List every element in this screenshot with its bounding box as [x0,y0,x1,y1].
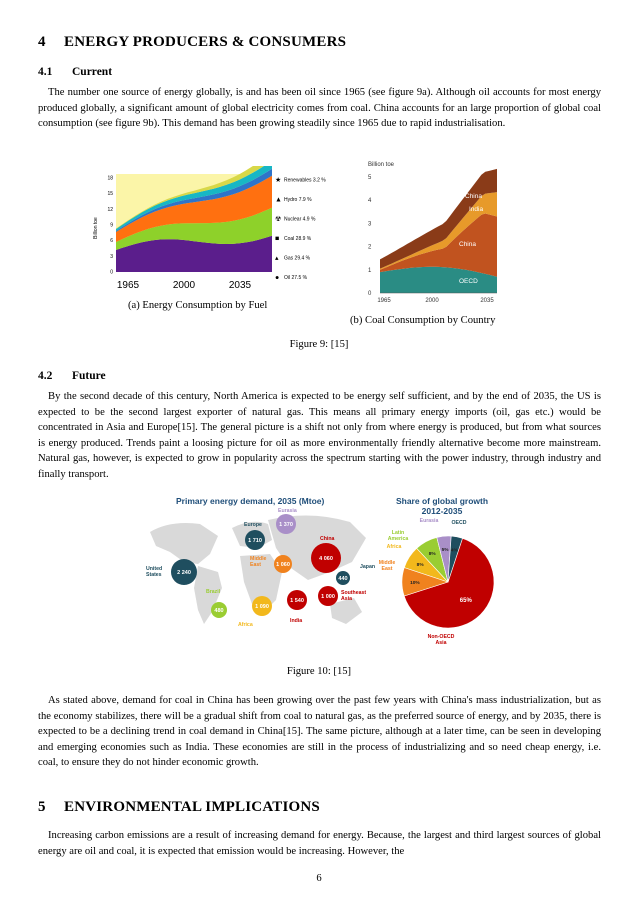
pie-value: 4% [450,548,458,554]
region-name: Eurasia [278,508,297,514]
subsection-title: Future [72,370,106,382]
region-name: Brazil [206,589,221,595]
y-tick-label: 12 [107,206,113,213]
region-value: 440 [338,576,348,582]
subsection-4-2-heading [38,370,106,382]
pie-chart [379,518,494,646]
pie-label: Latin [391,530,405,536]
pie-value: 8% [416,563,424,569]
pie-value: 10% [410,580,420,586]
y-tick-label: 0 [368,291,372,297]
subsection-4-1-heading [38,66,112,78]
region-name: Africa [238,622,253,628]
coal-icon: ■ [275,235,280,243]
x-tick-label: 1965 [377,298,391,304]
paragraph-current: The number one source of energy globally, is and has been oil since 1965 (see figure 9a). Although oil accounts for most energy produced globally, a significant amount of global electricity comes from coal. China accounts for an large proportion of global coal consumption (see figure 9b). This demand has been growing steadily since 1965 due to rapid industrialisation. [38,87,601,130]
pie-label: Eurasia [419,518,439,524]
y-axis-label: Billion toe [368,162,395,168]
y-tick-label: 2 [368,244,372,251]
y-tick-label: 0 [110,269,113,276]
section-title: ENERGY PRODUCERS & CONSUMERS [64,34,347,50]
y-tick-labels [368,175,372,297]
legend-label: Hydro 7.9 % [284,197,312,203]
pie-title-line2: 2012-2035 [421,506,463,516]
figure-10-infographic [140,492,502,654]
y-axis-label: Billion toe [93,217,99,239]
section-number: 5 [38,799,46,815]
region-name: Asia [341,596,352,602]
pie-label: Middle [378,560,396,566]
section-title: ENVIRONMENTAL IMPLICATIONS [64,799,320,815]
x-tick-label: 2035 [228,280,252,291]
region-name: Japan [360,564,375,570]
y-tick-label: 3 [368,221,372,228]
subsection-title: Current [72,66,113,78]
dam-icon: ▲ [275,196,282,204]
paragraph-future: By the second decade of this century, North America is expected to be energy self sufficient, and by the end of 2035, the US is expected to be the second largest exporter of natural gas. This means all primary energy imports (oil, gas etc.) would be concentrated in Asia and Europe[15]. The general picture is a shift not only from where energy is produced, but from what sources is energy produced. Trends paint a loosing picture for oil as more environmentally friendly alternative become more mainstream. Natural gas, however, is expected to grow in popularity across the spectrum starting with the power industry, through industry and finally transport. [38,391,601,480]
region-value: 4 060 [319,556,333,562]
legend [275,176,326,282]
y-tick-labels [107,176,113,276]
region-name: Southeast [341,590,367,596]
y-tick-label: 6 [110,238,113,245]
subsection-number: 4.2 [38,370,53,382]
oil-drop-icon: ● [275,274,280,282]
region-name: East [250,562,261,568]
region-value: 1 000 [321,594,335,600]
x-tick-labels [117,280,252,291]
region-value: 480 [214,608,224,614]
section-5-heading [38,799,320,816]
legend-label: Nuclear 4.9 % [284,216,316,223]
map-title: Primary energy demand, 2035 (Mtoe) [176,496,325,506]
y-tick-label: 5 [368,175,372,181]
pie-value: 5% [441,548,449,554]
x-tick-labels [377,298,494,304]
figure-9a-caption: (a) Energy Consumption by Fuel [128,300,268,311]
region-value: 1 710 [248,538,262,544]
section-number: 4 [38,34,46,50]
china-label: China [459,241,476,248]
x-tick-label: 2035 [480,298,494,304]
region-name: States [146,572,162,578]
paragraph-coal-china: As stated above, demand for coal in China has been growing over the past few years with China's mass industrialization, but as the economy stabilizes, there will be a gradual shift from coal to natural gas, as the preferred source of energy, and by 2035, there is expected to be a declining trend in coal demand in China[15]. The same picture, although at a later time, can be seen in developing and emerging economies such as India. These economies are still in the process of industrializing and so need cheap energy, i.e. coal, to ensure they do not hinder economic growth. [38,695,601,769]
x-tick-label: 2000 [172,280,196,291]
region-value: 1 540 [290,598,304,604]
pie-label: Asia [435,640,447,646]
pie-label: America [387,536,409,542]
y-tick-label: 18 [107,175,113,182]
y-tick-label: 1 [368,267,372,274]
page-number: 6 [316,873,322,884]
china-top-label: China [465,193,482,200]
region-value: 1 370 [279,522,293,528]
pie-label: East [381,566,393,572]
paragraph-environment: Increasing carbon emissions are a result of increasing demand for energy. Because, the largest and third largest sources of global energy are oil and coal, it is expected that emission would be increasing. However, the [38,830,601,857]
legend-label: Oil 27.5 % [284,275,308,281]
legend-label: Renewables 3.2 % [284,177,326,184]
india-label: India [469,206,484,213]
pie-title-line1: Share of global growth [395,496,489,506]
gas-flame-icon: ▴ [275,255,279,262]
region-name: India [290,618,303,624]
pie-value: 8% [428,551,436,557]
region-name: China [320,536,335,542]
region-name: Middle [250,556,267,562]
y-tick-label: 3 [110,253,113,260]
region-value: 2 240 [177,570,191,576]
figure-9b-chart [362,156,522,311]
y-tick-label: 15 [107,191,113,198]
figure-9a-chart [88,166,338,298]
figure-10-caption: Figure 10: [15] [286,666,352,677]
figure-9-caption: Figure 9: [15] [289,339,349,350]
legend-label: Gas 29.4 % [284,255,311,262]
subsection-number: 4.1 [38,66,53,78]
y-tick-label: 4 [368,198,372,205]
figure-9b-caption: (b) Coal Consumption by Country [350,315,496,326]
x-tick-label: 1965 [116,280,140,291]
region-name: Europe [244,522,262,528]
section-4-heading [38,34,346,51]
nuclear-icon: ☢ [275,216,282,223]
pie-label: Non-OECD [427,634,455,640]
oecd-label: OECD [459,278,478,285]
pie-value: 65% [459,597,472,604]
region-value: 1 060 [276,562,290,568]
x-tick-label: 2000 [425,298,439,304]
north-america-shape [150,523,218,564]
wind-turbine-icon: ★ [275,177,282,184]
region-name: United [146,566,163,572]
pie-label: Africa [386,544,402,550]
stacked-areas [380,169,497,293]
legend-label: Coal 28.9 % [284,236,312,242]
region-value: 1 090 [255,604,269,610]
pie-label: OECD [451,520,467,526]
y-tick-label: 9 [110,222,113,229]
